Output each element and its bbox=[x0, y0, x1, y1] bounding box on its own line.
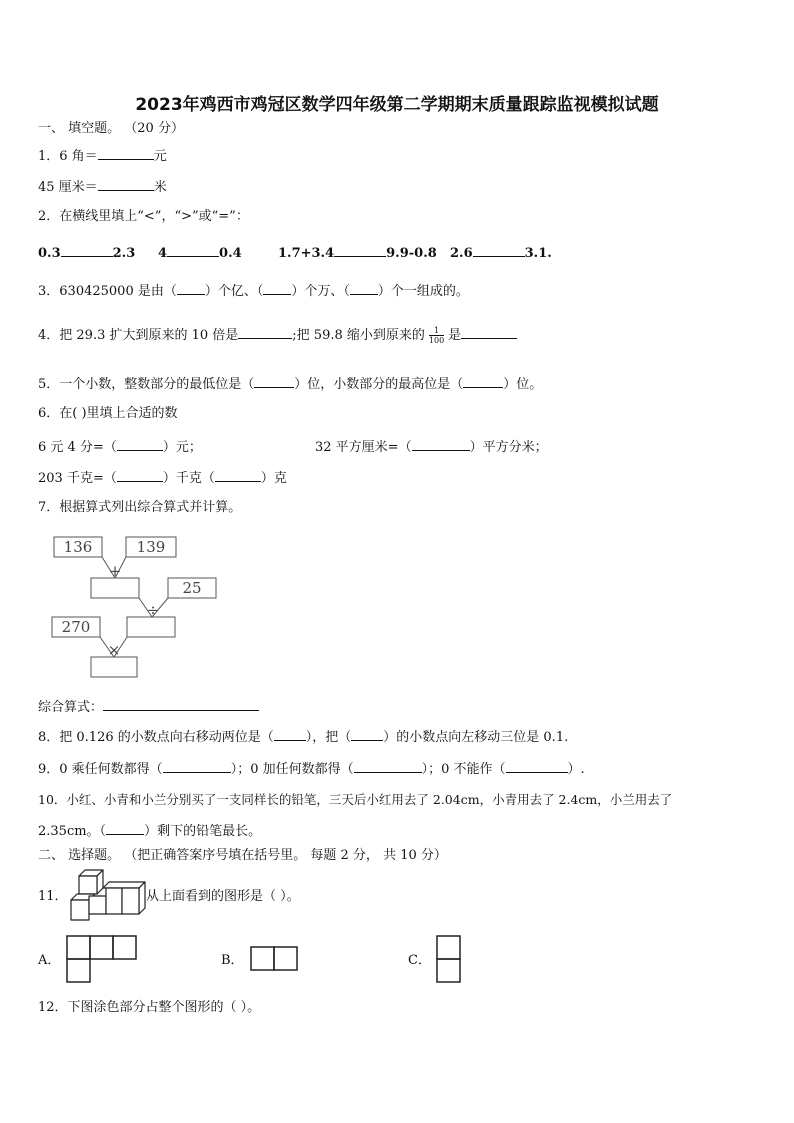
q6-c-blank-1[interactable] bbox=[117, 469, 163, 482]
q8-blank-2[interactable] bbox=[351, 728, 383, 741]
q6-item-b bbox=[315, 438, 548, 456]
q6-item-c bbox=[38, 469, 287, 487]
q9-text-1: 9．0 乘任何数都得（ bbox=[38, 762, 163, 777]
q6-b-text-1: 32 平方厘米=（ bbox=[315, 440, 412, 455]
q11-option-c-figure[interactable] bbox=[436, 935, 464, 985]
q7-answer-label: 综合算式： bbox=[38, 700, 104, 715]
question-4 bbox=[38, 323, 517, 349]
q5-blank-2[interactable] bbox=[463, 375, 503, 388]
q3-blank-3[interactable] bbox=[350, 282, 378, 295]
q11-option-a-label[interactable]: A． bbox=[38, 953, 61, 968]
q3-text-1: 3．630425000 是由（ bbox=[38, 284, 177, 299]
question-5 bbox=[38, 375, 542, 393]
q11-option-b-figure[interactable] bbox=[250, 946, 300, 974]
question-10-line-2 bbox=[38, 822, 261, 840]
question-3 bbox=[38, 282, 469, 300]
q7-box-sum-answer bbox=[91, 578, 139, 598]
q1b-blank[interactable] bbox=[98, 178, 154, 191]
q2-item-3-right: 9.9-0.8 bbox=[386, 246, 437, 261]
q1b-unit: 米 bbox=[153, 180, 167, 195]
q7-answer-line bbox=[38, 698, 259, 716]
question-1a bbox=[38, 147, 167, 165]
q6-b-text-2: ）平方分米； bbox=[469, 440, 548, 455]
q11-option-b-label[interactable]: B． bbox=[221, 953, 244, 968]
q4-fraction-denominator: 100 bbox=[428, 336, 445, 345]
q5-text-2: ）位，小数部分的最高位是（ bbox=[294, 377, 464, 392]
question-2-prompt: 2．在横线里填上“<”，“>”或“=”： bbox=[38, 209, 249, 224]
q8-text-3: ）的小数点向左移动三位是 0.1. bbox=[383, 730, 569, 745]
q9-text-2: ）；0 加任何数都得（ bbox=[230, 762, 354, 777]
q6-c-text-2: ）千克（ bbox=[162, 471, 215, 486]
question-9 bbox=[38, 760, 585, 778]
q6-c-blank-2[interactable] bbox=[215, 469, 261, 482]
q4-text-2: ;把 59.8 缩小到原来的 bbox=[292, 328, 425, 343]
q10-blank[interactable] bbox=[106, 822, 144, 835]
question-7-prompt: 7．根据算式列出综合算式并计算。 bbox=[38, 500, 242, 515]
question-10-line-1: 10．小红、小青和小兰分别买了一支同样长的铅笔，三天后小红用去了 2.04cm，小青用去了 2.4cm，小兰用去了 bbox=[38, 792, 673, 807]
q3-blank-1[interactable] bbox=[177, 282, 205, 295]
q4-blank-2[interactable] bbox=[461, 326, 517, 339]
q2-item-1-blank[interactable] bbox=[61, 244, 113, 257]
q6-item-a bbox=[38, 438, 202, 456]
q2-item-4-blank[interactable] bbox=[473, 244, 525, 257]
question-12: 12．下图涂色部分占整个图形的（ ）。 bbox=[38, 1000, 261, 1015]
q7-calculation-diagram bbox=[40, 528, 220, 684]
q8-text-1: 8．把 0.126 的小数点向右移动两位是（ bbox=[38, 730, 274, 745]
q7-divide-operator: ÷ bbox=[146, 601, 160, 619]
question-8 bbox=[38, 728, 568, 746]
q6-a-blank[interactable] bbox=[117, 438, 163, 451]
q7-plus-operator: + bbox=[108, 562, 122, 580]
q5-text-3: ）位。 bbox=[503, 377, 543, 392]
q2-item-2-blank[interactable] bbox=[167, 244, 219, 257]
q11-label: 11． bbox=[38, 889, 68, 904]
q11-option-a-figure[interactable] bbox=[66, 935, 140, 985]
q11-cube-stack-figure bbox=[66, 866, 146, 924]
q6-a-text-2: ）元； bbox=[162, 440, 202, 455]
q9-blank-1[interactable] bbox=[163, 760, 231, 773]
q10-text-2: ）剩下的铅笔最长。 bbox=[144, 824, 262, 839]
q7-number-1: 136 bbox=[63, 538, 93, 556]
q7-number-2: 139 bbox=[136, 538, 166, 556]
q2-item-3 bbox=[278, 244, 437, 262]
q11-option-c-label[interactable]: C． bbox=[408, 953, 431, 968]
q7-box-quotient-answer bbox=[127, 617, 175, 637]
q1a-text: 1．6 角＝ bbox=[38, 149, 98, 164]
q9-text-3: ）；0 不能作（ bbox=[421, 762, 506, 777]
q9-text-4: ）. bbox=[567, 762, 585, 777]
q2-item-1-right: 2.3 bbox=[112, 246, 136, 261]
q7-box-product-answer bbox=[91, 657, 137, 677]
q7-number-3: 25 bbox=[182, 579, 202, 597]
q4-fraction-numerator: 1 bbox=[429, 326, 444, 336]
q4-text-1: 4．把 29.3 扩大到原来的 10 倍是 bbox=[38, 328, 239, 343]
section-1-heading: 一、 填空题。 （20 分） bbox=[38, 121, 184, 136]
q1b-text: 45 厘米＝ bbox=[38, 180, 98, 195]
q2-item-1 bbox=[38, 244, 135, 262]
q2-item-3-left: 1.7+3.4 bbox=[278, 246, 335, 261]
q3-text-4: ）个一组成的。 bbox=[377, 284, 469, 299]
q8-blank-1[interactable] bbox=[274, 728, 306, 741]
section-2-heading: 二、 选择题。 （把正确答案序号填在括号里。 每题 2 分， 共 10 分） bbox=[38, 848, 447, 863]
q4-text-3: 是 bbox=[448, 328, 462, 343]
q2-item-4 bbox=[450, 244, 552, 262]
q3-text-2: ）个亿、（ bbox=[204, 284, 264, 299]
q10-text-1: 2.35cm。（ bbox=[38, 824, 107, 839]
q2-item-2 bbox=[158, 244, 242, 262]
page-title: 2023年鸡西市鸡冠区数学四年级第二学期期末质量跟踪监视模拟试题 bbox=[135, 95, 659, 115]
q11-text: 从上面看到的图形是（ ）。 bbox=[146, 889, 300, 904]
q8-text-2: ），把（ bbox=[305, 730, 352, 745]
q7-number-4: 270 bbox=[61, 618, 91, 636]
q1a-unit: 元 bbox=[153, 149, 167, 164]
q6-a-text-1: 6 元 4 分=（ bbox=[38, 440, 117, 455]
q6-b-blank[interactable] bbox=[412, 438, 470, 451]
q3-blank-2[interactable] bbox=[263, 282, 291, 295]
q5-text-1: 5．一个小数，整数部分的最低位是（ bbox=[38, 377, 255, 392]
question-1b bbox=[38, 178, 167, 196]
question-6-prompt: 6．在( )里填上合适的数 bbox=[38, 406, 178, 421]
q4-blank-1[interactable] bbox=[238, 326, 292, 339]
q1a-blank[interactable] bbox=[98, 147, 154, 160]
q9-blank-3[interactable] bbox=[506, 760, 568, 773]
q2-item-2-left: 4 bbox=[158, 246, 168, 261]
q7-answer-blank[interactable] bbox=[103, 698, 259, 711]
q9-blank-2[interactable] bbox=[354, 760, 422, 773]
q7-times-operator: × bbox=[107, 641, 121, 659]
q3-text-3: ）个万、（ bbox=[291, 284, 350, 299]
q6-c-text-1: 203 千克=（ bbox=[38, 471, 117, 486]
q2-item-3-blank[interactable] bbox=[334, 244, 386, 257]
q5-blank-1[interactable] bbox=[254, 375, 294, 388]
q2-item-4-left: 2.6 bbox=[450, 246, 473, 261]
q4-fraction bbox=[429, 326, 444, 345]
q6-c-text-3: ）克 bbox=[260, 471, 287, 486]
q2-item-4-right: 3.1. bbox=[524, 246, 552, 261]
q2-item-1-left: 0.3 bbox=[38, 246, 61, 261]
q2-item-2-right: 0.4 bbox=[219, 246, 242, 261]
